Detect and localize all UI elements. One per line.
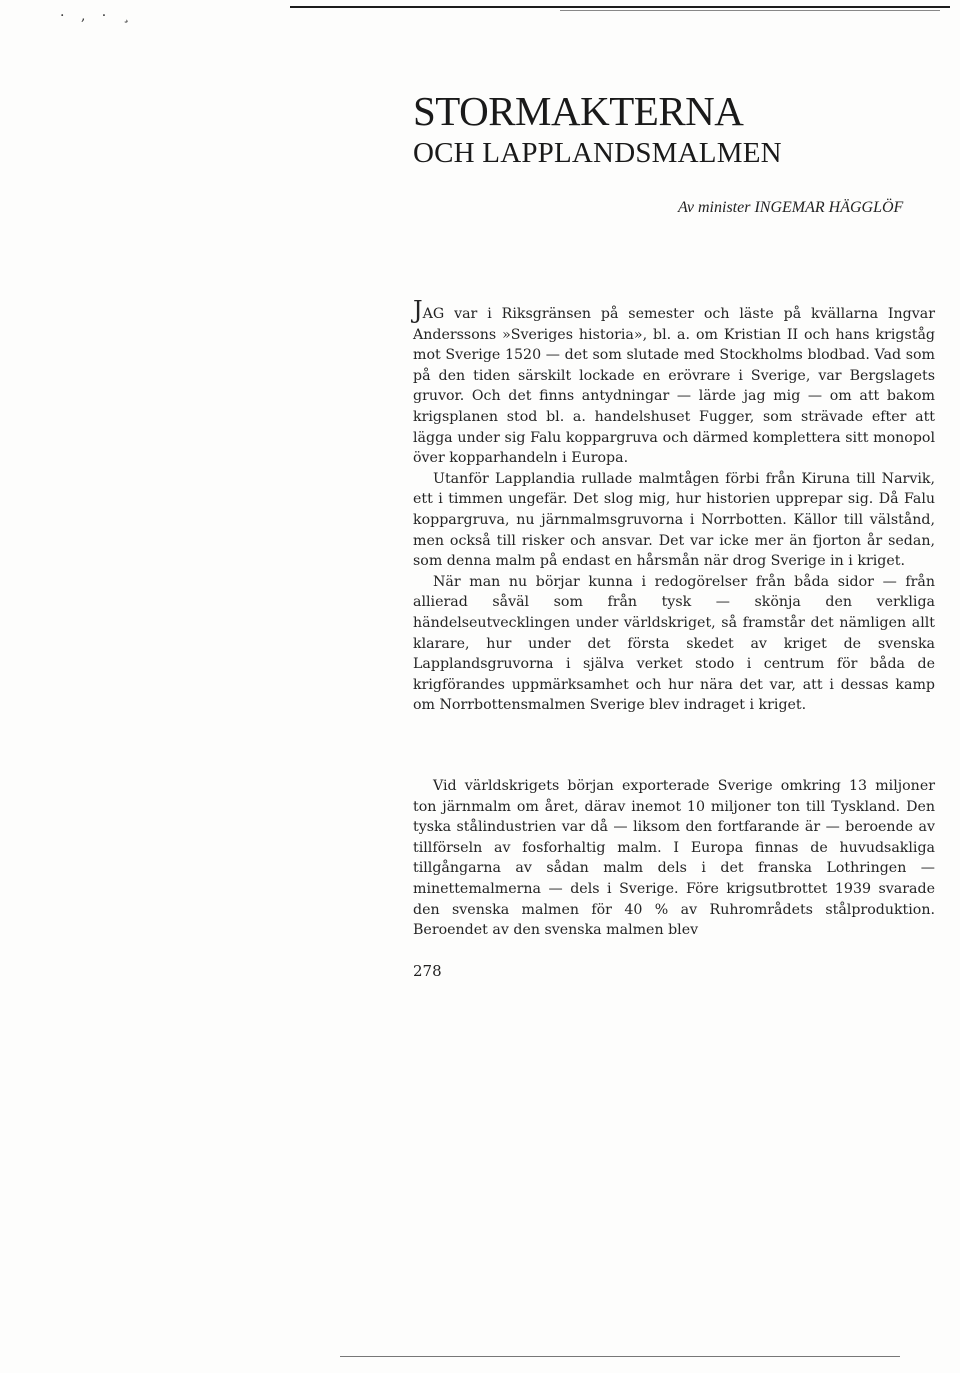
article-subtitle: OCH LAPPLANDSMALMEN xyxy=(413,137,782,169)
paragraph-text: AG var i Riksgränsen på semester och läste på kvällarna Ingvar Anderssons »Sveriges historia», bl. a. om Kristian II och hans krigståg mot Sverige 1520 — det som slutade med Stockholms blodbad. Vad som på den tiden särskilt lockade en erövrare i Sverige, var Bergslagets gruvor. Och det finns antydningar — lärde jag mig — om att bakom krigsplanen stod bl. a. handelshuset Fugger, som strävade efter att lägga under sig Falu koppargruva och därmed komplettera sitt monopol över kopparhandeln i Europa. xyxy=(413,306,935,467)
paragraph: Vid världskrigets början exporterade Sverige omkring 13 miljoner ton järnmalm om året, därav inemot 10 miljoner ton till Tyskland. Den tyska stålindustrien var då — liksom den fortfarande är — beroende av tillförseln av fosforhaltig malm. I Europa finnas de huvudsakliga tillgångarna av sådan malm dels i det franska Lothringen — minettemalmerna — dels i Sverige. Före krigsutbrottet 1939 svarade den svenska malmen för 40 % av Ruhrområdets stålproduktion. Beroendet av den svenska malmen blev xyxy=(413,778,935,939)
top-rule xyxy=(290,6,950,8)
section-1 xyxy=(413,296,935,716)
paragraph xyxy=(413,296,935,469)
bottom-rule xyxy=(340,1356,900,1357)
dropcap: J xyxy=(413,296,423,324)
top-rule-thin xyxy=(560,10,940,11)
paragraph: Utanför Lapplandia rullade malmtågen förbi från Kiruna till Narvik, ett i timmen ungefär. Det slog mig, hur historien upprepar sig. Då Falu koppargruva, nu järnmalmsgruvorna i Norrbotten. Källor till välstånd, men också till risker och ansvar. Det var icke mer än fjorton år sedan, som denna malm på endast en hårsmån när drog Sverige in i kriget. xyxy=(413,470,935,570)
byline: Av minister INGEMAR HÄGGLÖF xyxy=(678,199,904,216)
paragraph: När man nu börjar kunna i redogörelser från båda sidor — från allierad såväl som från tysk — skönja den verkliga händelseutvecklingen under världskriget, så framstår det nämligen allt klarare, hur under det första skedet av kriget de svenska Lapplandsgruvorna i själva verket stodo i centrum för båda de krigförandes uppmärksamhet och hur nära det var, att i dessas kamp om Norrbottensmalmen Sverige blev indraget i kriget. xyxy=(413,573,935,714)
page-number: 278 xyxy=(413,962,442,980)
article-title: STORMAKTERNA xyxy=(413,88,744,134)
margin-specks: · ‚ · ¸ xyxy=(60,8,136,24)
section-2 xyxy=(413,776,935,941)
